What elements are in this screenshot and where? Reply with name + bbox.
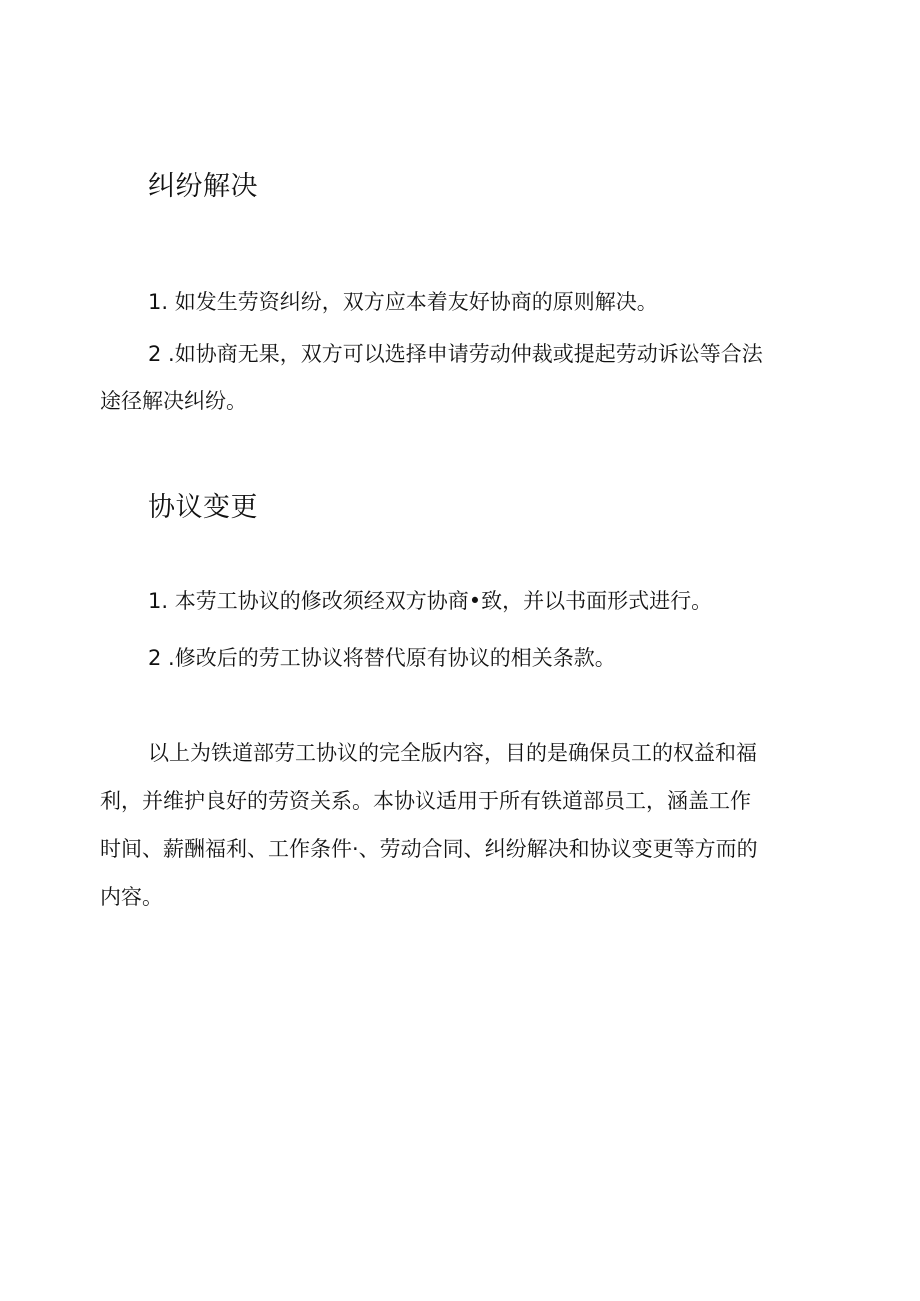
dispute-item-2 bbox=[148, 339, 763, 369]
change-item-1 bbox=[148, 586, 712, 616]
item-text: . 如发生劳资纠纷，双方应本着友好协商的原则解决。 bbox=[161, 290, 658, 314]
dispute-item-1 bbox=[148, 287, 658, 317]
section-heading-agreement-change: 协议变更 bbox=[148, 492, 258, 523]
item-text: .如协商无果，双方可以选择申请劳动仲裁或提起劳动诉讼等合法 bbox=[161, 342, 763, 366]
item-number: 1 bbox=[148, 290, 162, 314]
item-number: 2 bbox=[148, 646, 162, 670]
dispute-item-2-continuation: 途径解决纠纷。 bbox=[100, 389, 247, 413]
summary-line-2: 利，并维护良好的劳资关系。本协议适用于所有铁道部员工，涵盖工作 bbox=[100, 789, 751, 813]
item-text: . 本劳工协议的修改须经双方协商•致，并以书面形式进行。 bbox=[161, 589, 713, 613]
summary-line-4: 内容。 bbox=[100, 885, 163, 909]
item-number: 2 bbox=[148, 342, 162, 366]
summary-line-3: 时间、薪酬福利、工作条件·、劳动合同、纠纷解决和协议变更等方而的 bbox=[100, 837, 758, 861]
item-text: .修改后的劳工协议将替代原有协议的相关条款。 bbox=[161, 646, 616, 670]
summary-line-1: 以上为铁道部劳工协议的完全版内容，目的是确保员工的权益和福 bbox=[148, 741, 757, 765]
item-number: 1 bbox=[148, 589, 162, 613]
change-item-2 bbox=[148, 643, 616, 673]
section-heading-dispute-resolution: 纠纷解决 bbox=[148, 171, 258, 202]
